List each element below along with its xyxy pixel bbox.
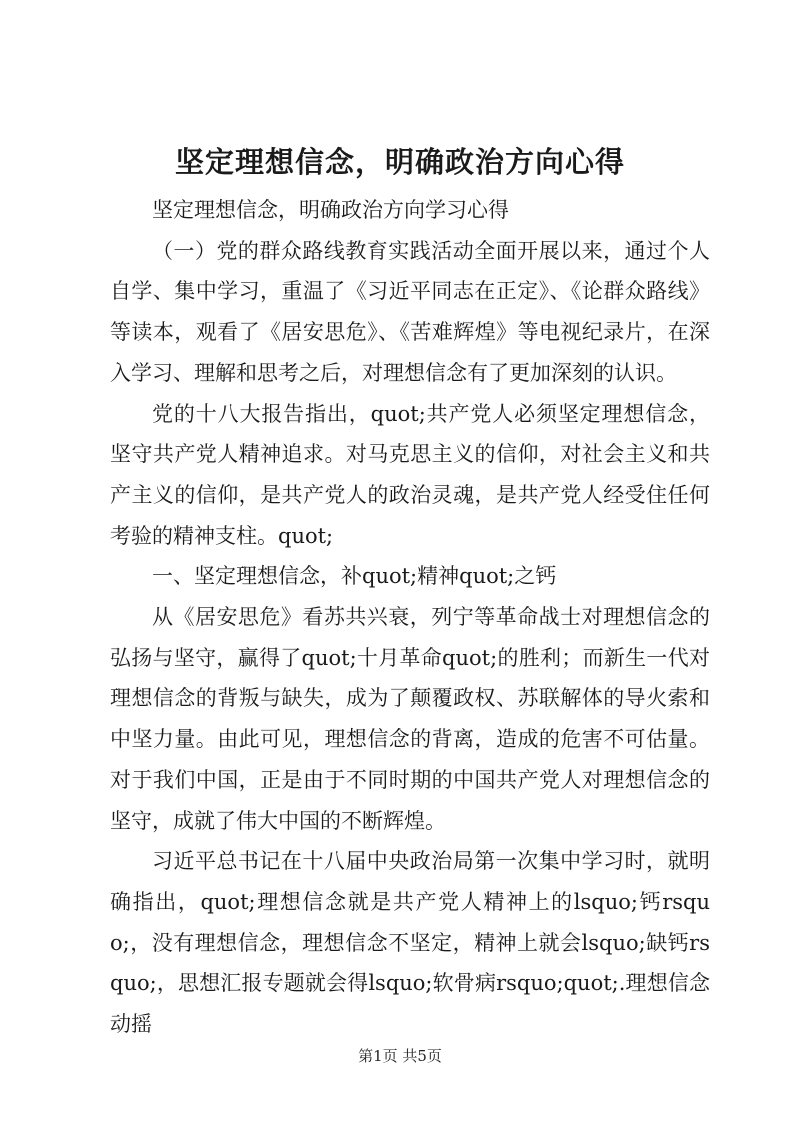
subtitle-paragraph: 坚定理想信念，明确政治方向学习心得 xyxy=(152,198,509,222)
page-title: 坚定理想信念，明确政治方向心得 xyxy=(174,145,625,179)
paragraph-1: （一）党的群众路线教育实践活动全面开展以来，通过个人自学、集中学习，重温了《习近平同志在正定》、《论群众路线》等读本，观看了《居安思危》、《苦难辉煌》等电视纪录片，在深入学习、理解和思考之后，对理想信念有了更加深刻的认识。 xyxy=(110,238,710,385)
page-footer: 第1页 共5页 xyxy=(358,1047,442,1065)
section-heading: 一、坚定理想信念，补quot;精神quot;之钙 xyxy=(152,564,557,589)
paragraph-2: 党的十八大报告指出，quot;共产党人必须坚定理想信念，坚守共产党人精神追求。对马克思主义的信仰，对社会主义和共产主义的信仰，是共产党人的政治灵魂，是共产党人经受住任何考验的精神支柱。quot; xyxy=(110,401,710,548)
document-body xyxy=(110,190,710,1045)
paragraph-4: 习近平总书记在十八届中央政治局第一次集中学习时，就明确指出，quot;理想信念就是共产党人精神上的lsquo;钙rsquo;，没有理想信念，理想信念不坚定，精神上就会lsquo;缺钙rsquo;，思想汇报专题就会得lsquo;软骨病rsquo;quot;.理想信念动摇 xyxy=(110,849,710,1037)
paragraph-3: 从《居安思危》看苏共兴衰，列宁等革命战士对理想信念的弘扬与坚守，赢得了quot;十月革命quot;的胜利；而新生一代对理想信念的背叛与缺失，成为了颠覆政权、苏联解体的导火索和中坚力量。由此可见，理想信念的背离，造成的危害不可估量。对于我们中国，正是由于不同时期的中国共产党人对理想信念的坚守，成就了伟大中国的不断辉煌。 xyxy=(110,605,710,833)
